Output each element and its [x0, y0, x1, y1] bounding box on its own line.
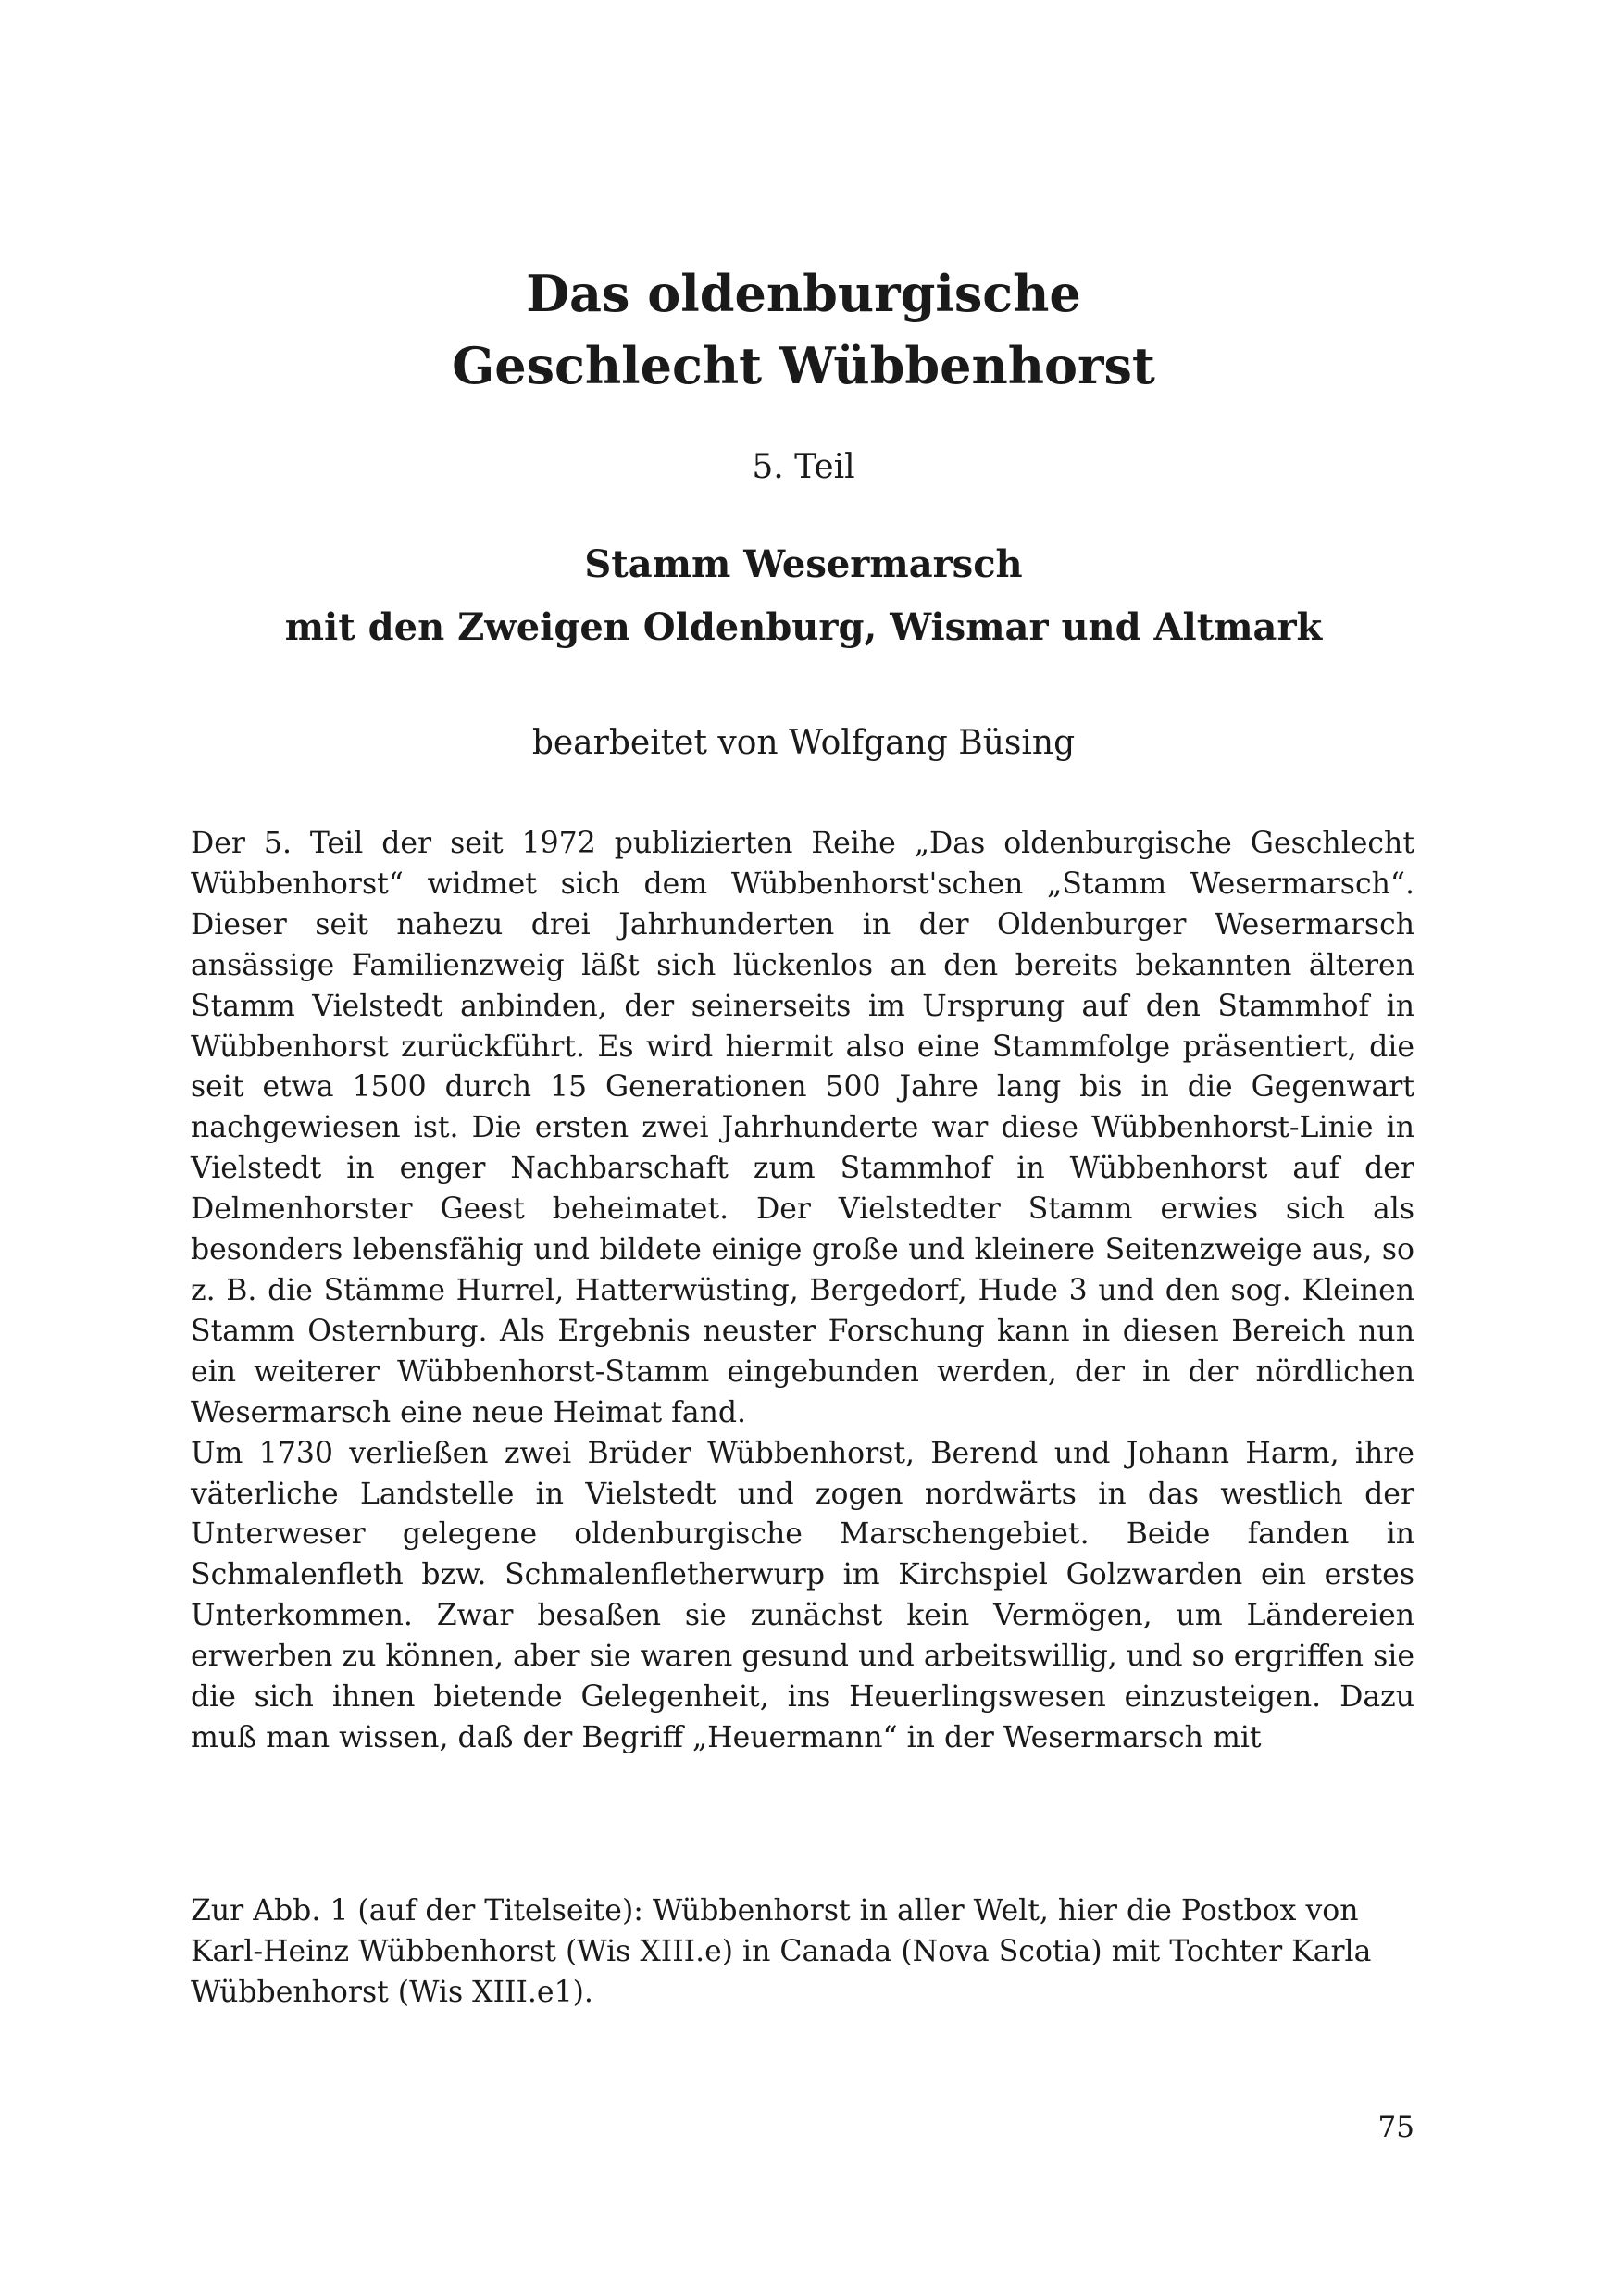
article-subtitle: [0, 533, 1607, 659]
article-title-line-2: Geschlecht Wübbenhorst: [452, 336, 1155, 395]
author-line: bearbeitet von Wolfgang Büsing: [531, 724, 1076, 762]
article-subtitle-line-1: Stamm Wesermarsch: [584, 543, 1023, 586]
figure-caption: Zur Abb. 1 (auf der Titelseite): Wübbenhorst in aller Welt, hier die Postbox von Karl-Heinz Wübbenhorst (Wis XIII.e) in Canada (Nova Scotia) mit Tochter Karla Wübbenhorst (Wis XIII.e1).: [191, 1894, 1372, 2009]
body-paragraph-1: Der 5. Teil der seit 1972 publizierten Reihe „Das oldenburgische Geschlecht Wübbenhorst“ widmet sich dem Wübbenhorst'schen „Stamm Wesermarsch“. Dieser seit nahezu drei Jahrhunderten in der Oldenburger Wesermarsch ansässige Familienzweig läßt sich lückenlos an den bereits bekannten älteren Stamm Vielstedt anbinden, der seinerseits im Ursprung auf den Stammhof in Wübbenhorst zurückführt. Es wird hiermit also eine Stammfolge präsentiert, die seit etwa 1500 durch 15 Generationen 500 Jahre lang bis in die Gegenwart nachgewiesen ist. Die ersten zwei Jahrhunderte war diese Wübbenhorst-Linie in Vielstedt in enger Nachbarschaft zum Stammhof in Wübbenhorst auf der Delmenhorster Geest beheimatet. Der Vielstedter Stamm erwies sich als besonders lebensfähig und bildete einige große und kleinere Seitenzweige aus, so z. B. die Stämme Hurrel, Hatterwüsting, Bergedorf, Hude 3 und den sog. Kleinen Stamm Osternburg. Als Ergebnis neuster Forschung kann in diesen Bereich nun ein weiterer Wübbenhorst-Stamm eingebunden werden, der in der nördlichen Wesermarsch eine neue Heimat fand.: [191, 827, 1414, 1429]
page-number: 75: [1377, 2111, 1414, 2144]
article-title: [0, 257, 1607, 402]
article-subtitle-line-2: mit den Zweigen Oldenburg, Wismar und Altmark: [284, 605, 1323, 649]
article-title-line-1: Das oldenburgische: [526, 264, 1081, 323]
body-paragraph-2: Um 1730 verließen zwei Brüder Wübbenhorst, Berend und Johann Harm, ihre väterliche Landstelle in Vielstedt und zogen nordwärts in das westlich der Unterweser gelegene oldenburgische Marschengebiet. Beide fanden in Schmalenfleth bzw. Schmalenfletherwurp im Kirchspiel Golzwarden ein erstes Unterkommen. Zwar besaßen sie zunächst kein Vermögen, um Ländereien erwerben zu können, aber sie waren gesund und arbeitswillig, und so ergriffen sie die sich ihnen bietende Gelegenheit, ins Heuerlingswesen einzusteigen. Dazu muß man wissen, daß der Begriff „Heuermann“ in der Wesermarsch mit: [191, 1436, 1414, 1754]
body-text: [191, 824, 1414, 1759]
part-label: 5. Teil: [752, 448, 855, 486]
